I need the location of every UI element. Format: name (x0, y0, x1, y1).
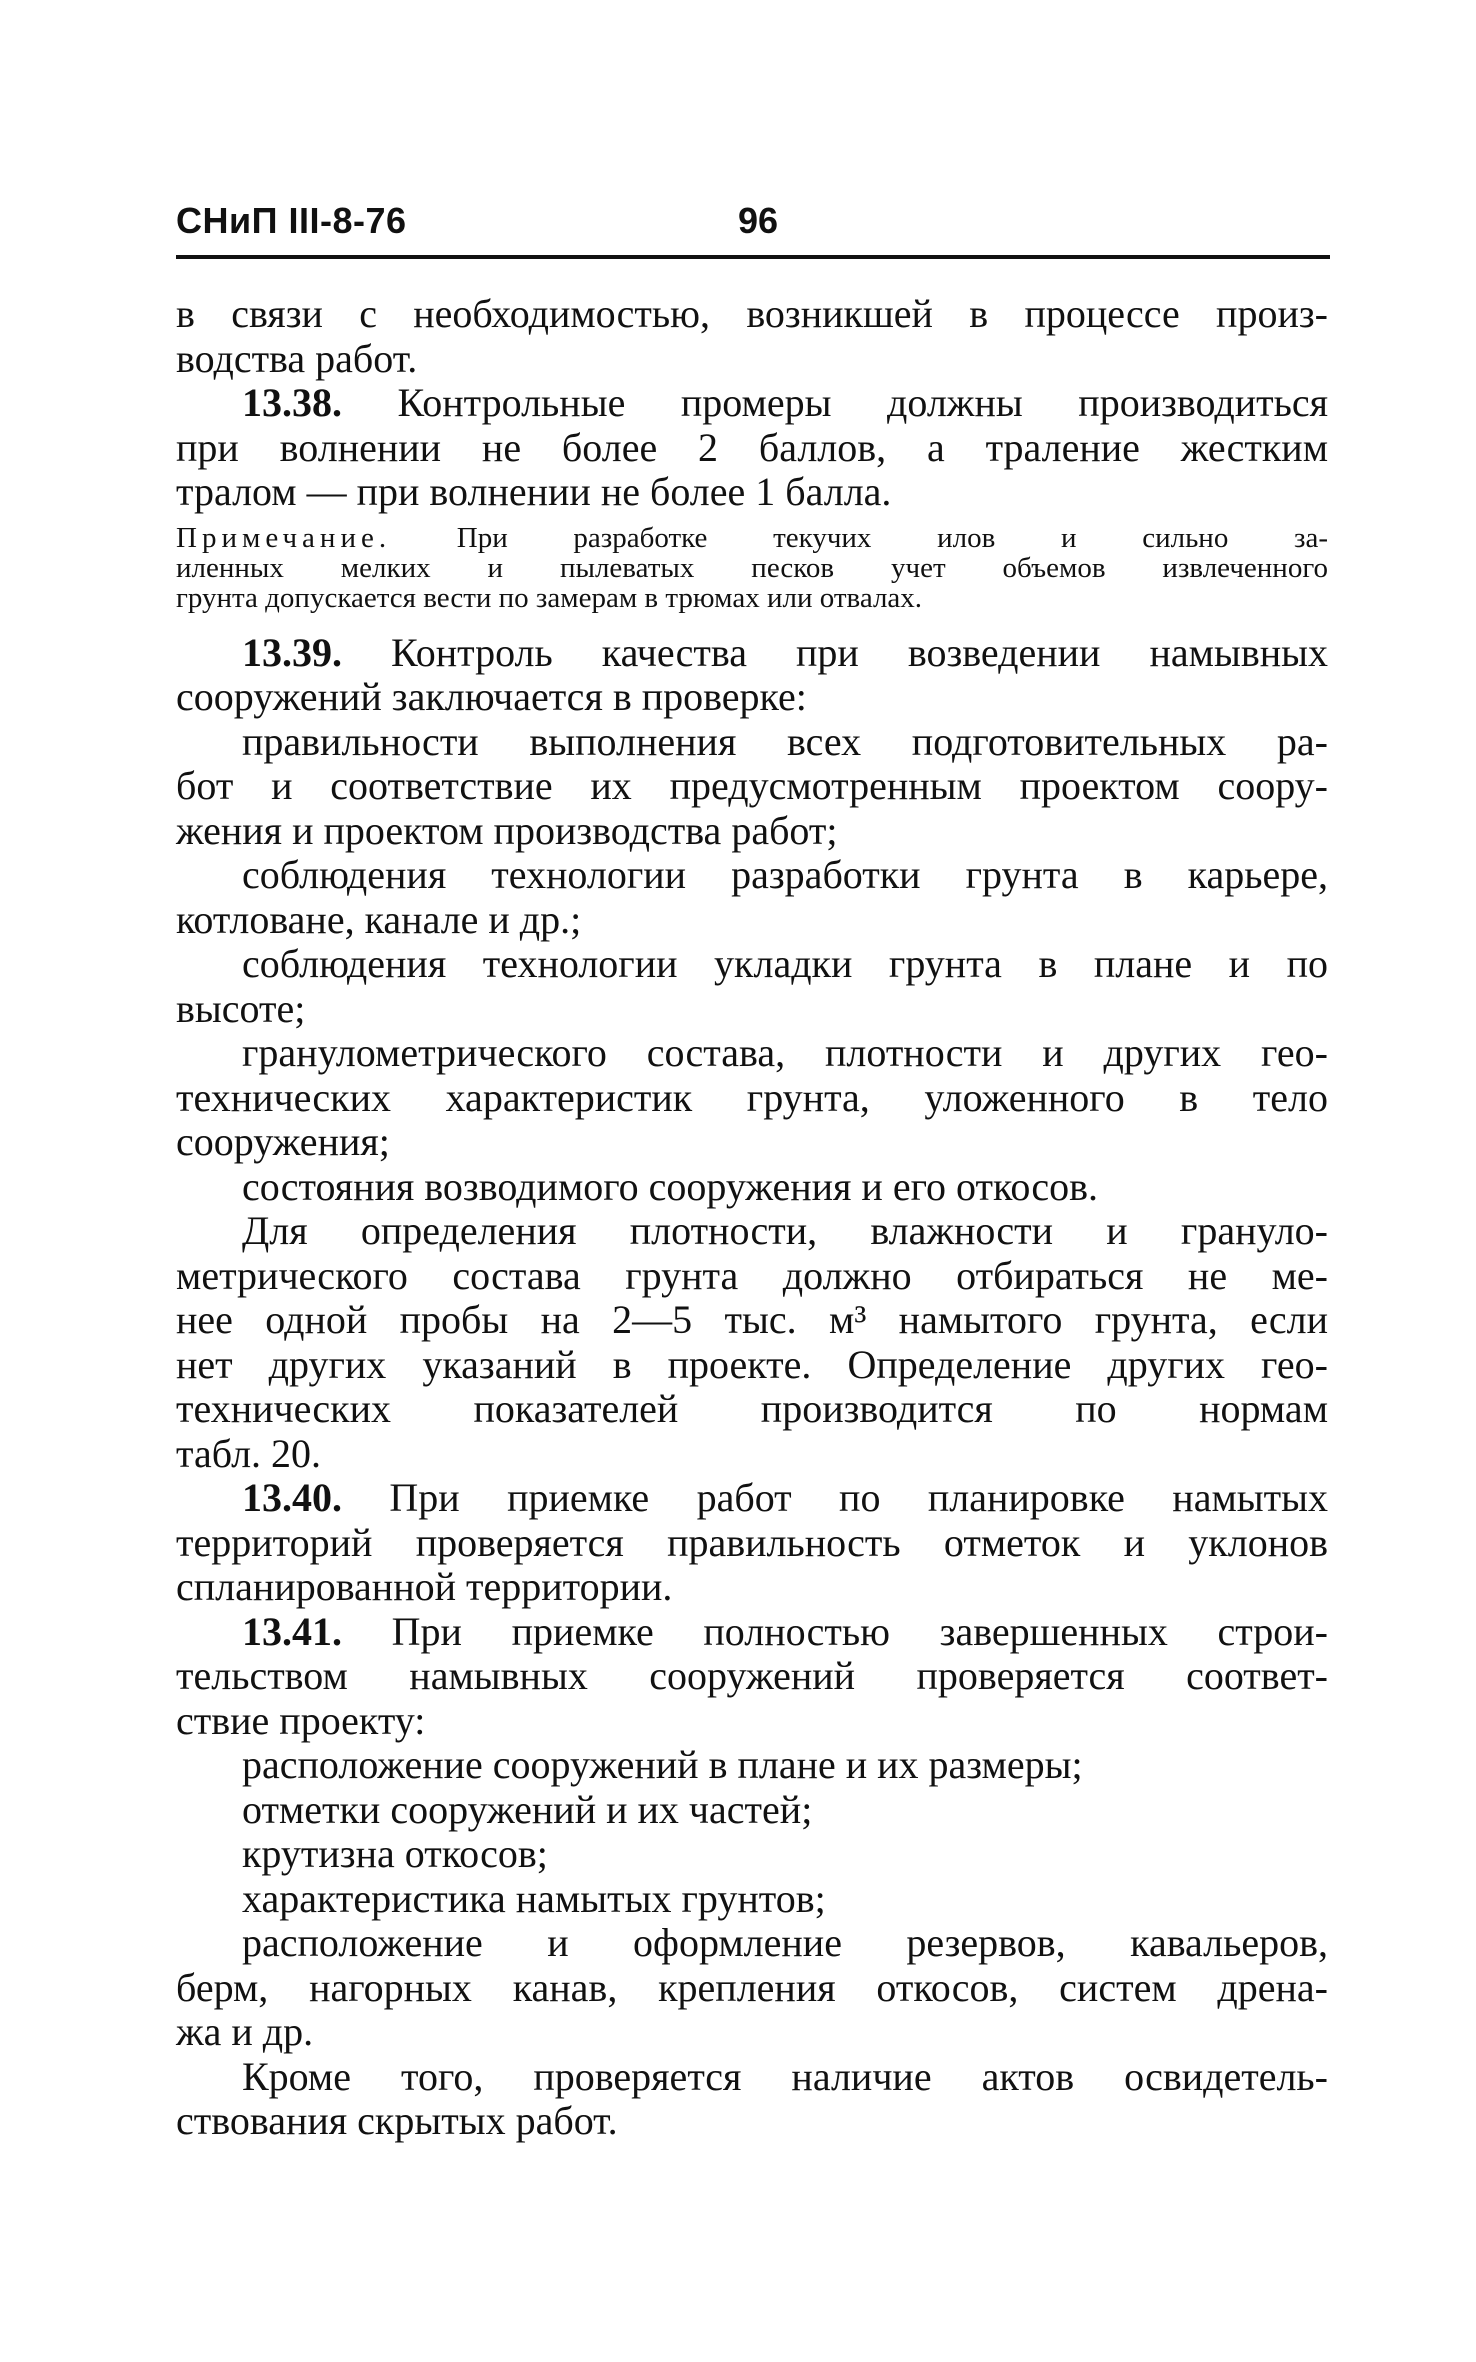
clause-13-39 (176, 631, 1328, 676)
text-line: ствования скрытых работ. (176, 2098, 618, 2143)
text-line: сооружения; (176, 1119, 390, 1164)
clause-number: 13.41. (242, 1608, 342, 1654)
text-line: метрического состава грунта должно отбираться не ме- (176, 1252, 1328, 1298)
list-item: характеристика намытых грунтов; (242, 1875, 826, 1921)
text-line: в связи с необходимостью, возникшей в процессе произ- (176, 291, 1328, 336)
text-line: при волнении не более 2 баллов, а траление жестким (176, 424, 1328, 470)
clause-text: Контроль качества при возведении намывных (342, 629, 1328, 675)
text-line: тралом — при волнении не более 1 балла. (176, 469, 892, 514)
clause-number: 13.39. (242, 629, 342, 675)
page-number: 96 (738, 200, 779, 241)
list-item: гранулометрического состава, плотности и других гео- (242, 1030, 1328, 1075)
list-item: расположение и оформление резервов, кавальеров, (242, 1920, 1328, 1965)
text-line: табл. 20. (176, 1430, 322, 1476)
clause-13-41 (176, 1610, 1328, 1655)
text-line: нет других указаний в проекте. Определение других гео- (176, 1341, 1328, 1387)
text-line: технических показателей производится по нормам (176, 1386, 1328, 1431)
note (176, 523, 1328, 553)
text-line: жа и др. (176, 2009, 314, 2054)
note-text: При разработке текучих илов и сильно за- (391, 521, 1328, 554)
clause-13-38 (176, 381, 1328, 426)
text-line: тельством намывных сооружений проверяется соответ- (176, 1653, 1328, 1698)
note-line: грунта допускается вести по замерам в трюмах или отвалах. (176, 581, 923, 614)
text-line: ствие проекту: (176, 1697, 426, 1743)
list-item: соблюдения технологии укладки грунта в плане и по (242, 941, 1328, 986)
document-body (176, 292, 1328, 2144)
clause-13-40 (176, 1476, 1328, 1521)
clause-text: Контрольные промеры должны производиться (342, 380, 1328, 425)
text-line: водства работ. (176, 335, 418, 381)
paragraph-line: Для определения плотности, влажности и грануло- (242, 1208, 1328, 1253)
page-header (176, 200, 1326, 260)
text-line: сооружений заключается в проверке: (176, 674, 807, 719)
text-line: котловане, канале и др.; (176, 896, 582, 942)
clause-text: При приемке работ по планировке намытых (342, 1475, 1328, 1520)
clause-number: 13.38. (242, 380, 342, 425)
header-rule (176, 255, 1330, 259)
text-line: бот и соответствие их предусмотренным проектом соору- (176, 763, 1328, 808)
note-line: иленных мелких и пылеватых песков учет объемов извлеченного (176, 551, 1328, 584)
text-line: территорий проверяется правильность отметок и уклонов (176, 1519, 1328, 1565)
list-item: крутизна откосов; (242, 1831, 548, 1876)
text-line: высоте; (176, 985, 306, 1031)
text-line: жения и проектом производства работ; (176, 807, 838, 853)
document-code: СНиП III-8-76 (176, 200, 407, 241)
clause-text: При приемке полностью завершенных строи- (342, 1608, 1328, 1654)
list-item: расположение сооружений в плане и их размеры; (242, 1742, 1083, 1787)
text-line: спланированной территории. (176, 1564, 673, 1609)
text-line: берм, нагорных канав, крепления откосов, систем дрена- (176, 1964, 1328, 2010)
list-item: отметки сооружений и их частей; (242, 1786, 813, 1832)
clause-number: 13.40. (242, 1475, 342, 1520)
note-label: Примечание. (176, 521, 392, 554)
list-item: правильности выполнения всех подготовительных ра- (242, 718, 1328, 764)
text-line: нее одной пробы на 2—5 тыс. м³ намытого грунта, если (176, 1297, 1328, 1342)
text-line: технических характеристик грунта, уложенного в тело (176, 1074, 1328, 1120)
paragraph-line: Кроме того, проверяется наличие актов освидетель- (242, 2053, 1328, 2099)
list-item: соблюдения технологии разработки грунта в карьере, (242, 852, 1328, 897)
list-item: состояния возводимого сооружения и его откосов. (242, 1163, 1098, 1209)
